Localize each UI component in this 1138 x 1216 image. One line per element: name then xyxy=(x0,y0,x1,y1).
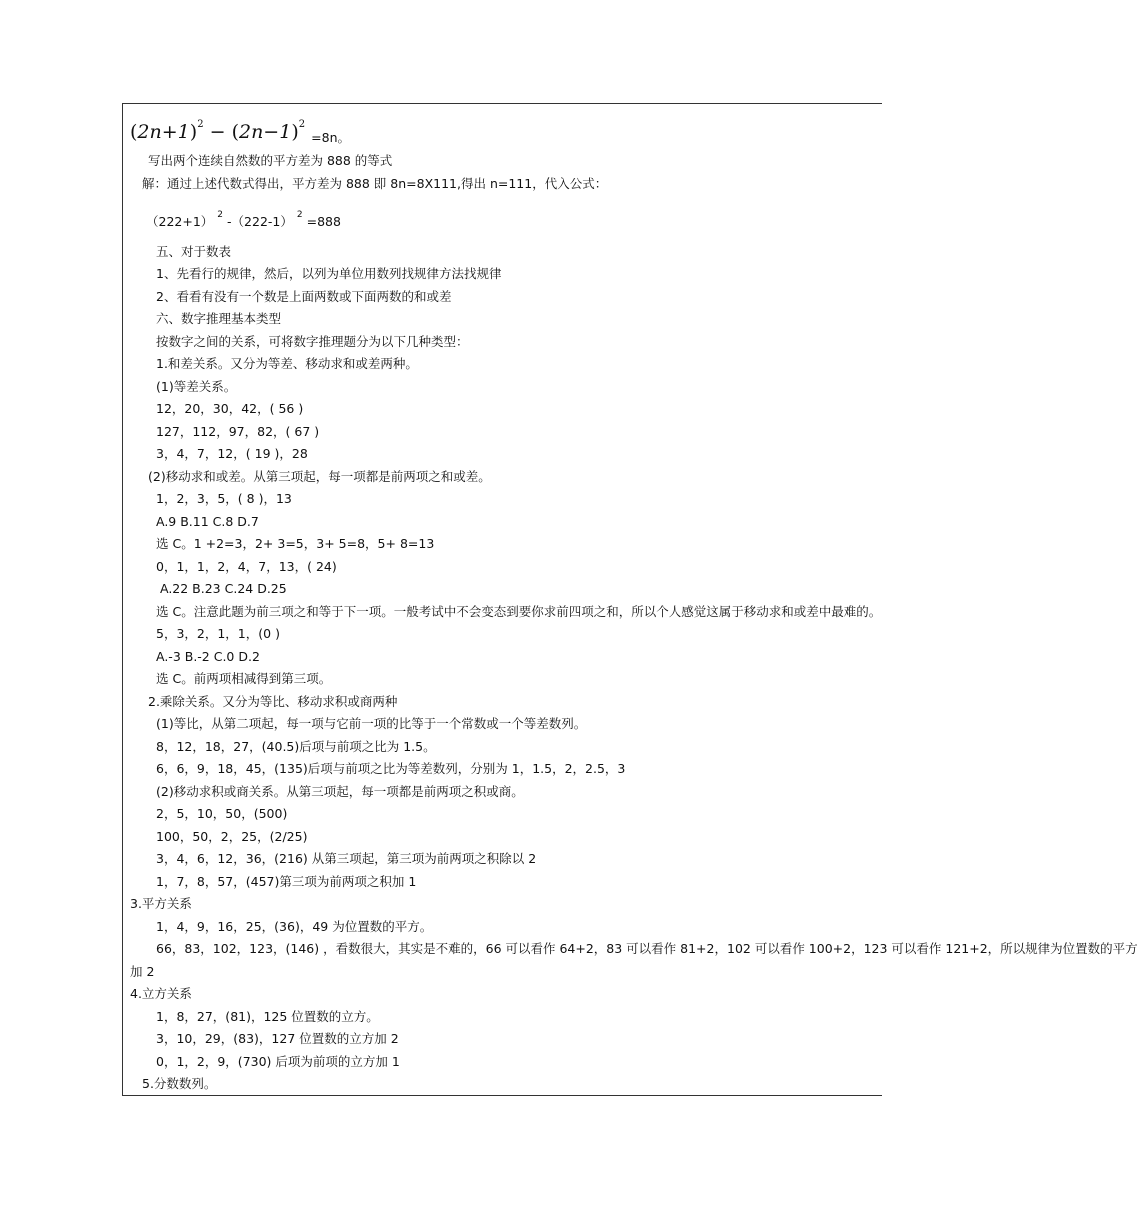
text-line: A.9 B.11 C.8 D.7 xyxy=(156,514,259,529)
text-line: 2、看看有没有一个数是上面两数或下面两数的和或差 xyxy=(156,289,452,304)
text-line: (2)移动求和或差。从第三项起，每一项都是前两项之和或差。 xyxy=(148,469,491,484)
text-line: (1)等差关系。 xyxy=(156,379,237,394)
text-line: 1，8，27，(81)，125 位置数的立方。 xyxy=(156,1009,379,1024)
text-line: 按数字之间的关系，可将数字推理题分为以下几种类型： xyxy=(156,334,469,349)
text-line: 12，20，30，42，( 56 ) xyxy=(156,401,304,416)
text-line: 3，10，29，(83)，127 位置数的立方加 2 xyxy=(156,1031,399,1046)
text-line: 1、先看行的规律，然后，以列为单位用数列找规律方法找规律 xyxy=(156,266,502,281)
text-line: 0，1，1，2，4，7，13，( 24) xyxy=(156,559,337,574)
text-line: 加 2 xyxy=(130,964,155,979)
text-line: 66，83，102，123，(146) ，看数很大，其实是不难的，66 可以看作 64+2，83 可以看作 81+2，102 可以看作 100+2，123 可以看作 121+2，所以规律为位置数的平方 xyxy=(156,941,1138,956)
section-heading: 六、数字推理基本类型 xyxy=(156,311,282,326)
text-line: A.-3 B.-2 C.0 D.2 xyxy=(156,649,260,664)
text-line: 1.和差关系。又分为等差、移动求和或差两种。 xyxy=(156,356,418,371)
formula-expr-a: 2n+1 xyxy=(137,121,190,143)
text-line: A.22 B.23 C.24 D.25 xyxy=(160,581,287,596)
section-heading: 5.分数数列。 xyxy=(142,1076,217,1091)
text-line: 2.乘除关系。又分为等比、移动求积或商两种 xyxy=(148,694,398,709)
text-line: 解：通过上述代数式得出，平方差为 888 即 8n=8X111,得出 n=111，代入公式： xyxy=(142,176,608,191)
text-line: 8，12，18，27，(40.5)后项与前项之比为 1.5。 xyxy=(156,739,436,754)
text-line: 选 C。前两项相减得到第三项。 xyxy=(156,671,332,686)
formula-square-difference: $(2n+1)^2 - (2n-1)^2$ $_{=8n。}$ xyxy=(130,119,351,145)
text-line: 127，112，97，82，( 67 ) xyxy=(156,424,320,439)
text-line: 6，6，9，18，45，(135)后项与前项之比为等差数列，分别为 1，1.5，2，2.5，3 xyxy=(156,761,626,776)
section-heading: 五、对于数表 xyxy=(156,244,232,259)
text-line: 2，5，10，50，(500) xyxy=(156,806,288,821)
text-line: (2)移动求积或商关系。从第三项起，每一项都是前两项之积或商。 xyxy=(156,784,524,799)
text-line: 100，50，2，25，(2/25) xyxy=(156,829,308,844)
text-line: 选 C。注意此题为前三项之和等于下一项。一般考试中不会变态到要你求前四项之和，所以个人感觉这属于移动求和或差中最难的。 xyxy=(156,604,882,619)
section-heading: 4.立方关系 xyxy=(130,986,192,1001)
text-line: 写出两个连续自然数的平方差为 888 的等式 xyxy=(148,153,393,168)
text-line: 5，3，2，1，1，(0 ) xyxy=(156,626,280,641)
text-line: (1)等比，从第二项起，每一项与它前一项的比等于一个常数或一个等差数列。 xyxy=(156,716,587,731)
text-line: 3，4，7，12，( 19 )，28 xyxy=(156,446,308,461)
equation-888: （222+1） $^2$ -（222-1） $^2$ =888 xyxy=(146,210,341,229)
text-line: 1，7，8，57，(457)第三项为前两项之积加 1 xyxy=(156,874,417,889)
text-line: 0，1，2，9，(730) 后项为前项的立方加 1 xyxy=(156,1054,400,1069)
text-line: 选 C。1 +2=3，2+ 3=5，3+ 5=8，5+ 8=13 xyxy=(156,536,435,551)
text-line: 1，4，9，16，25，(36)，49 为位置数的平方。 xyxy=(156,919,433,934)
section-heading: 3.平方关系 xyxy=(130,896,192,911)
formula-result: =8n。 xyxy=(311,130,351,145)
text-line: 3，4，6，12，36，(216) 从第三项起，第三项为前两项之积除以 2 xyxy=(156,851,537,866)
formula-expr-b: 2n−1 xyxy=(238,121,292,143)
text-line: 1，2，3，5，( 8 )，13 xyxy=(156,491,292,506)
